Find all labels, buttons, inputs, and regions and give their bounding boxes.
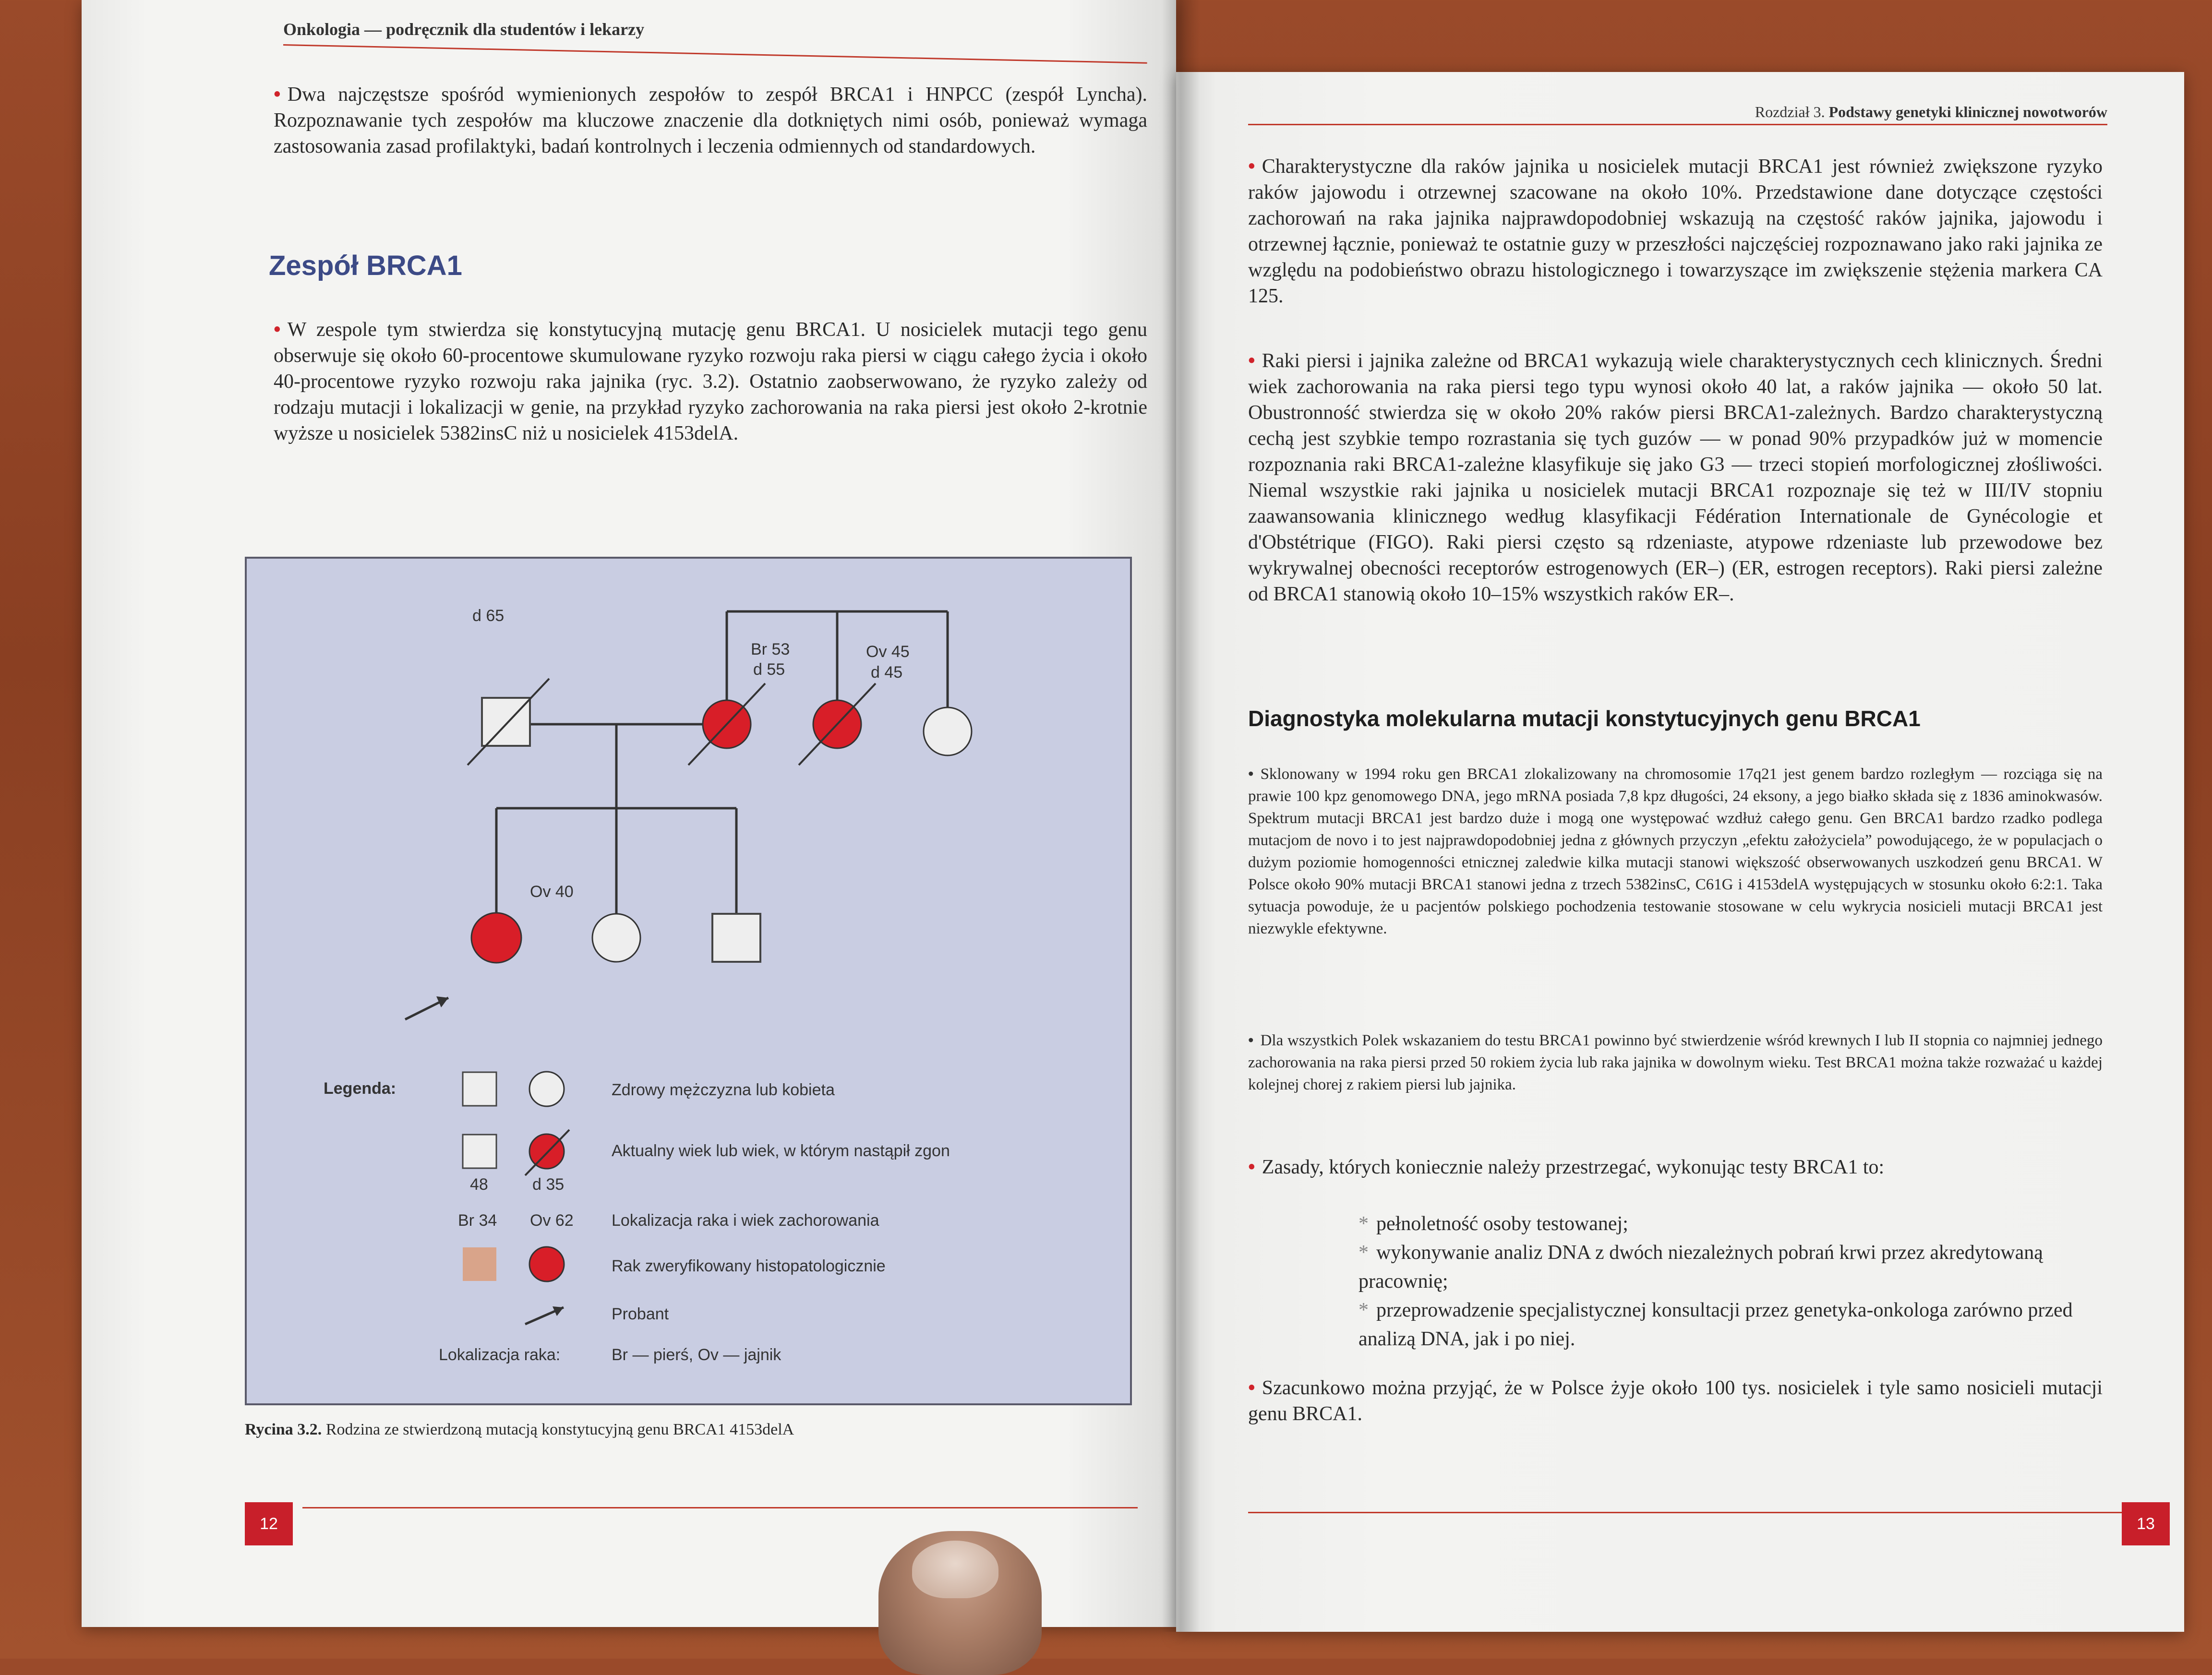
grandfather-label: d 65: [472, 607, 505, 625]
legend-row4-text: Rak zweryfikowany histopatologicznie: [612, 1257, 886, 1275]
carrier-estimate-text: Szacunkowo można przyjąć, że w Polsce żyje około 100 tys. nosicielek i tyle samo nosicieli mutacji genu BRCA1.: [1248, 1377, 2103, 1425]
legend-br-example: Br 34: [458, 1211, 497, 1230]
aunt-d-label: d 45: [871, 663, 903, 682]
testing-rules-text: Zasady, których koniecznie należy przestrzegać, wykonując testy BRCA1 to:: [1262, 1156, 1885, 1178]
book-gutter: [1162, 0, 1200, 1632]
bullet-marker: •: [274, 84, 281, 106]
diagnostics-heading: Diagnostyka molekularna mutacji konstytucyjnych genu BRCA1: [1248, 706, 1921, 731]
right-page-number: 13: [2122, 1502, 2170, 1545]
clinical-features-text: Raki piersi i jajnika zależne od BRCA1 wykazują wiele charakterystycznych cech klinicznych. Średni wiek zachorowania na raka piersi tego typu wynosi około 40 lat, a raków jajnika — około 50 lat. Obustronność stwierdza się w około 20% raków piersi BRCA1-zależnych. Bardzo charakterystyczną cechą jest szybkie tempo rozrastania się tych guzów — w ponad 90% przypadków już w momencie rozpoznania raki BRCA1-zależne klasyfikuje się jako G3 — trzeci stopień morfologicznej złośliwości. Niemal wszystkie raki jajnika u nosicielek mutacji BRCA1 rozpoznaje się też w III/IV stopniu zaawansowania klinicznego według klasyfikacji Fédération Internationale de Gynécologie et d'Obstétrique (FIGO). Raki piersi często są rdzeniaste, atypowe rdzeniaste lub przewodowe bez wykrywalnej obecności receptorów estrogenowych (ER–) (ER, estrogen receptors). Raki piersi zależne od BRCA1 stanowią około 10–15% wszystkich raków ER–.: [1248, 350, 2103, 605]
pedigree-figure: [245, 557, 1132, 1405]
list-item: * pełnoletność osoby testowanej;: [1358, 1213, 1628, 1235]
bullet-marker: •: [1248, 1156, 1255, 1178]
caption-label: Rycina 3.2.: [245, 1421, 322, 1438]
bullet-marker: •: [1248, 1032, 1254, 1049]
right-running-head: [1755, 103, 2107, 121]
list-item: * przeprowadzenie specjalistycznej konsultacji przez genetyka-onkologa zarówno przed analizą DNA, jak i po niej.: [1358, 1299, 2073, 1350]
intro-paragraph: [274, 82, 1147, 159]
legend-age-male: 48: [470, 1175, 488, 1194]
mother-d-label: d 55: [753, 660, 785, 679]
legend-title: Legenda:: [324, 1079, 397, 1098]
testing-rules-list: [1358, 1209, 2107, 1353]
deceased-slash: [468, 679, 549, 765]
legend-row3-text: Lokalizacja raka i wiek zachorowania: [612, 1211, 879, 1230]
ovarian-risk-paragraph: [1248, 154, 2103, 309]
legend-row1-text: Zdrowy mężczyzna lub kobieta: [612, 1081, 835, 1099]
legend-row6-text: Br — pierś, Ov — jajnik: [612, 1346, 781, 1364]
intro-text: Dwa najczęstsze spośród wymienionych zespołów to zespół BRCA1 i HNPCC (zespół Lyncha). Rozpoznawanie tych zespołów ma kluczowe znaczenie dla dotkniętych nimi osób, ponieważ wymaga zastosowania zasad profilaktyki, badań kontrolnych i leczenia odmiennych od standardowych.: [274, 84, 1147, 157]
left-foot-rule: [302, 1507, 1138, 1508]
figure-caption: [245, 1421, 794, 1439]
chapter-label: Rozdział 3.: [1755, 103, 1825, 120]
legend-row2-text: Aktualny wiek lub wiek, w którym nastąpił zgon: [612, 1142, 950, 1160]
bullet-marker: •: [1248, 766, 1254, 783]
brca1-text: W zespole tym stwierdza się konstytucyjną mutację genu BRCA1. U nosicielek mutacji tego genu obserwuje się około 60-procentowe skumulowane ryzyko rozwoju raka piersi w ciągu całego życia i około 40-procentowe ryzyko rozwoju raka jajnika (ryc. 3.2). Ostatnio zaobserwowano, że ryzyko zależy od rodzaju mutacji i lokalizacji w genie, na przykład ryzyko zachorowania na raka piersi jest około 2-krotnie wyższe u nosicielek 5382insC niż u nosicielek 4153delA.: [274, 319, 1147, 444]
bullet-marker: •: [1248, 1377, 1255, 1399]
gene-description-paragraph: [1248, 763, 2103, 940]
legend-row5-text: Probant: [612, 1305, 669, 1323]
legend-row6-label: Lokalizacja raka:: [439, 1346, 561, 1364]
caption-text: Rodzina ze stwierdzoną mutacją konstytucyjną genu BRCA1 4153delA: [325, 1421, 794, 1438]
left-page-number: 12: [245, 1502, 293, 1545]
test-indication-paragraph: [1248, 1029, 2103, 1096]
aunt-ov-label: Ov 45: [866, 643, 910, 661]
right-foot-rule: [1248, 1512, 2122, 1513]
section-heading-brca1: Zespół BRCA1: [269, 250, 462, 281]
grandfather-symbol: [482, 698, 530, 746]
legend-male-age: [463, 1135, 496, 1168]
pedigree-diagram: [247, 559, 1130, 1403]
legend-female-affected: [529, 1247, 564, 1281]
gene-description-text: Sklonowany w 1994 roku gen BRCA1 zlokalizowany na chromosomie 17q21 jest genem bardzo rozległym — rozciąga się na prawie 100 kpz genomowego DNA, jego mRNA posiada 7,8 kpz długości, 24 eksony, a jego białko składa się z 1836 aminokwasów. Spektrum mutacji BRCA1 jest bardzo duże i mogą one występować wzdłuż całego genu. Gen BRCA1 bardzo rzadko podlega mutacjom de novo i to jest najprawdopodobniej jedna z głównych przyczyn „efektu założyciela” powodującego, że w populacjach o dużym poziomie homogenności etnicznej zaledwie kilka mutacji stanowi większość obserwowanych uszkodzeń genu BRCA1. W Polsce około 90% mutacji BRCA1 stanowi jedna z trzech 5382insC, C61G i 4153delA występujących w stosunku około 6:2:1. Taka sytuacja powoduje, że u pacjentów polskiego pochodzenia testowanie stosowane w celu wykrycia nosicieli mutacji BRCA1 jest niezwykle efektywne.: [1248, 766, 2103, 937]
carrier-estimate-paragraph: [1248, 1375, 2103, 1427]
legend-female-healthy: [529, 1072, 564, 1106]
bullet-marker: •: [274, 319, 281, 341]
bullet-marker: •: [1248, 350, 1255, 372]
right-head-rule: [1248, 124, 2107, 125]
list-item: * wykonywanie analiz DNA z dwóch niezależnych pobrań krwi przez akredytowaną pracownię;: [1358, 1242, 2043, 1292]
clinical-features-paragraph: [1248, 348, 2103, 607]
testing-rules-paragraph: [1248, 1154, 2103, 1180]
open-book: [82, 0, 2184, 1637]
sister-symbol: [592, 914, 640, 962]
proband-symbol: [471, 913, 521, 963]
mother-br-label: Br 53: [751, 640, 790, 658]
brca1-paragraph: [274, 317, 1147, 446]
legend-ov-example: Ov 62: [530, 1211, 574, 1230]
bullet-marker: •: [1248, 156, 1255, 178]
left-head-rule: [283, 44, 1147, 64]
left-running-head: Onkologia — podręcznik dla studentów i lekarzy: [283, 20, 645, 39]
thumbnail: [912, 1541, 998, 1598]
left-page: [82, 0, 1176, 1627]
chapter-title: Podstawy genetyki klinicznej nowotworów: [1828, 103, 2107, 120]
legend-male-affected: [463, 1247, 496, 1281]
brother-symbol: [712, 914, 760, 962]
ovarian-risk-text: Charakterystyczne dla raków jajnika u nosicielek mutacji BRCA1 jest również zwiększone ryzyko raków jajowodu i otrzewnej szacowane na około 10%. Przedstawione dane dotyczące częstości zachorowań na raka jajnika najprawdopodobniej wskazują na częstość raków jajnika, jajowodu i otrzewnej łącznie, ponieważ te ostatnie guzy w przeszłości najczęściej rozpoznawano jako raki jajnika ze względu na podobieństwo obrazu histologicznego i towarzyszące im zwiększenie stężenia markera CA 125.: [1248, 156, 2103, 307]
aunt2-symbol: [924, 707, 972, 755]
sister-ov-label: Ov 40: [530, 883, 574, 901]
legend-age-female: d 35: [532, 1175, 565, 1194]
test-indication-text: Dla wszystkich Polek wskazaniem do testu BRCA1 powinno być stwierdzenie wśród krewnych I lub II stopnia co najmniej jednego zachorowania na raka piersi przed 50 rokiem życia lub raka jajnika w dowolnym wieku. Test BRCA1 można także rozważać u każdej kolejnej chorej z rakiem piersi lub jajnika.: [1248, 1032, 2103, 1093]
legend-male-healthy: [463, 1072, 496, 1106]
